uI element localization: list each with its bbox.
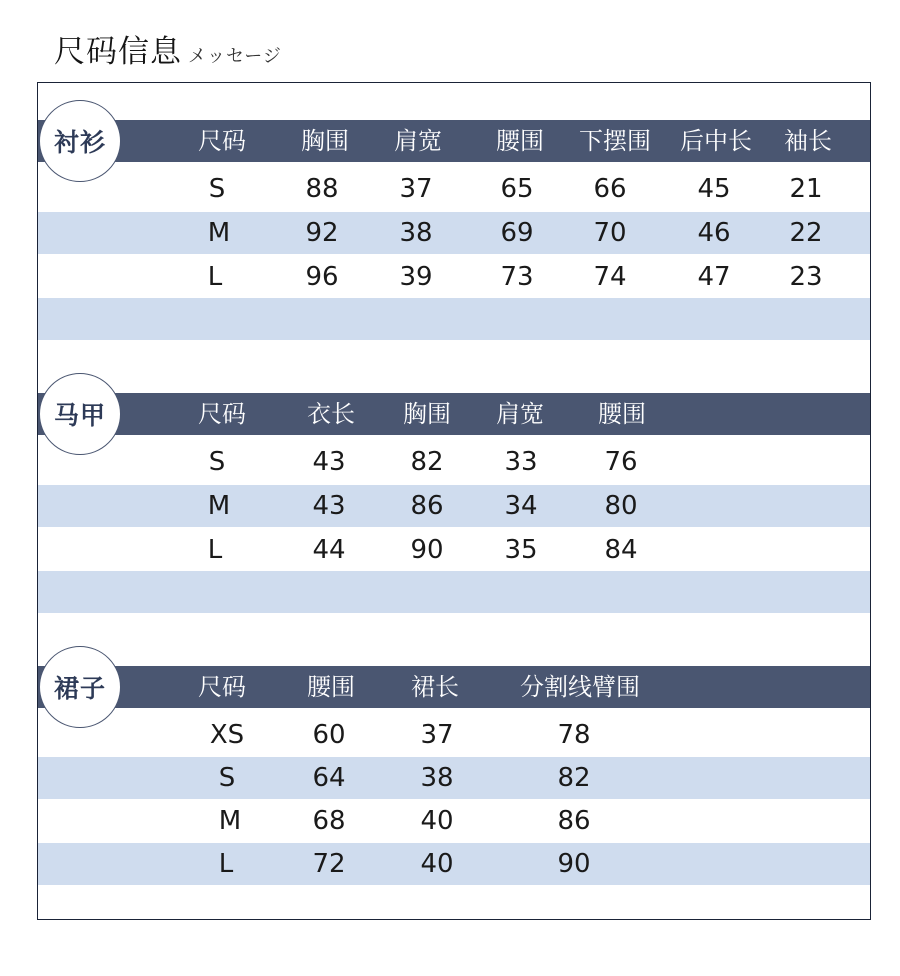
- skirt-size-m: M: [218, 806, 242, 836]
- shirt-shoulder-m: 38: [399, 218, 433, 248]
- vest-row-l: [38, 529, 870, 571]
- vest-size-m: M: [207, 491, 231, 521]
- shirt-header-row: [38, 120, 870, 162]
- vest-row-s: [38, 441, 870, 483]
- vest-shoulder-l: 35: [504, 535, 538, 565]
- vest-waist-l: 84: [604, 535, 638, 565]
- shirt-back-length-m: 46: [697, 218, 731, 248]
- page-title-subtitle: メッセージ: [188, 46, 282, 67]
- skirt-size-xs: XS: [209, 720, 245, 750]
- vest-header-waist: 腰围: [598, 400, 646, 428]
- skirt-waist-xs: 60: [312, 720, 346, 750]
- shirt-hem-l: 74: [593, 262, 627, 292]
- shirt-header-shoulder: 肩宽: [394, 127, 442, 155]
- skirt-waist-m: 68: [312, 806, 346, 836]
- shirt-waist-s: 65: [500, 174, 534, 204]
- vest-header-size: 尺码: [198, 400, 246, 428]
- vest-shoulder-s: 33: [504, 447, 538, 477]
- shirt-header-waist: 腰围: [496, 127, 544, 155]
- skirt-row-s: [38, 757, 870, 799]
- shirt-row-m: [38, 212, 870, 254]
- shirt-sleeve-l: 23: [789, 262, 823, 292]
- shirt-header-sleeve: 袖长: [784, 127, 832, 155]
- skirt-header-seam-arm: 分割线臂围: [520, 673, 640, 701]
- skirt-waist-l: 72: [312, 849, 346, 879]
- vest-row-m: [38, 485, 870, 527]
- skirt-length-s: 38: [420, 763, 454, 793]
- vest-size-s: S: [208, 447, 226, 477]
- skirt-seam-arm-m: 86: [557, 806, 591, 836]
- skirt-header-row: [38, 666, 870, 708]
- shirt-sleeve-m: 22: [789, 218, 823, 248]
- vest-waist-m: 80: [604, 491, 638, 521]
- shirt-hem-s: 66: [593, 174, 627, 204]
- shirt-badge-label: 衬衫: [53, 128, 106, 157]
- skirt-header-size: 尺码: [198, 673, 246, 701]
- shirt-header-hem: 下摆围: [579, 127, 651, 155]
- skirt-badge: [39, 646, 121, 728]
- vest-length-l: 44: [312, 535, 346, 565]
- vest-length-s: 43: [312, 447, 346, 477]
- shirt-shoulder-s: 37: [399, 174, 433, 204]
- vest-header-row: [38, 393, 870, 435]
- shirt-chest-s: 88: [305, 174, 339, 204]
- shirt-size-m: M: [207, 218, 231, 248]
- skirt-row-xs: [38, 714, 870, 756]
- skirt-seam-arm-s: 82: [557, 763, 591, 793]
- skirt-row-m: [38, 800, 870, 842]
- shirt-size-l: L: [207, 262, 223, 292]
- size-chart-frame: [37, 82, 871, 920]
- skirt-header-waist: 腰围: [307, 673, 355, 701]
- shirt-shoulder-l: 39: [399, 262, 433, 292]
- skirt-length-m: 40: [420, 806, 454, 836]
- shirt-chest-l: 96: [305, 262, 339, 292]
- vest-section: [38, 393, 870, 613]
- page-title: [54, 24, 282, 68]
- shirt-hem-m: 70: [593, 218, 627, 248]
- vest-length-m: 43: [312, 491, 346, 521]
- skirt-seam-arm-xs: 78: [557, 720, 591, 750]
- skirt-length-xs: 37: [420, 720, 454, 750]
- page-title-main: 尺码信息: [54, 34, 182, 70]
- skirt-size-l: L: [218, 849, 234, 879]
- shirt-back-length-s: 45: [697, 174, 731, 204]
- vest-header-length: 衣长: [307, 400, 355, 428]
- skirt-badge-label: 裙子: [53, 674, 106, 703]
- vest-header-chest: 胸围: [403, 400, 451, 428]
- shirt-waist-l: 73: [500, 262, 534, 292]
- vest-badge-label: 马甲: [53, 401, 106, 430]
- skirt-length-l: 40: [420, 849, 454, 879]
- vest-shoulder-m: 34: [504, 491, 538, 521]
- skirt-waist-s: 64: [312, 763, 346, 793]
- vest-chest-m: 86: [410, 491, 444, 521]
- vest-empty-band: [38, 571, 870, 613]
- skirt-row-l: [38, 843, 870, 885]
- vest-header-shoulder: 肩宽: [496, 400, 544, 428]
- vest-badge: [39, 373, 121, 455]
- shirt-sleeve-s: 21: [789, 174, 823, 204]
- shirt-header-size: 尺码: [198, 127, 246, 155]
- shirt-section: [38, 120, 870, 340]
- shirt-chest-m: 92: [305, 218, 339, 248]
- shirt-waist-m: 69: [500, 218, 534, 248]
- shirt-header-back-length: 后中长: [680, 127, 752, 155]
- shirt-row-s: [38, 168, 870, 210]
- shirt-header-chest: 胸围: [301, 127, 349, 155]
- vest-chest-l: 90: [410, 535, 444, 565]
- shirt-empty-band: [38, 298, 870, 340]
- skirt-size-s: S: [218, 763, 236, 793]
- vest-chest-s: 82: [410, 447, 444, 477]
- vest-size-l: L: [207, 535, 223, 565]
- shirt-back-length-l: 47: [697, 262, 731, 292]
- vest-waist-s: 76: [604, 447, 638, 477]
- shirt-size-s: S: [208, 174, 226, 204]
- shirt-badge: [39, 100, 121, 182]
- skirt-section: [38, 666, 870, 886]
- skirt-header-length: 裙长: [411, 673, 459, 701]
- shirt-row-l: [38, 256, 870, 298]
- skirt-seam-arm-l: 90: [557, 849, 591, 879]
